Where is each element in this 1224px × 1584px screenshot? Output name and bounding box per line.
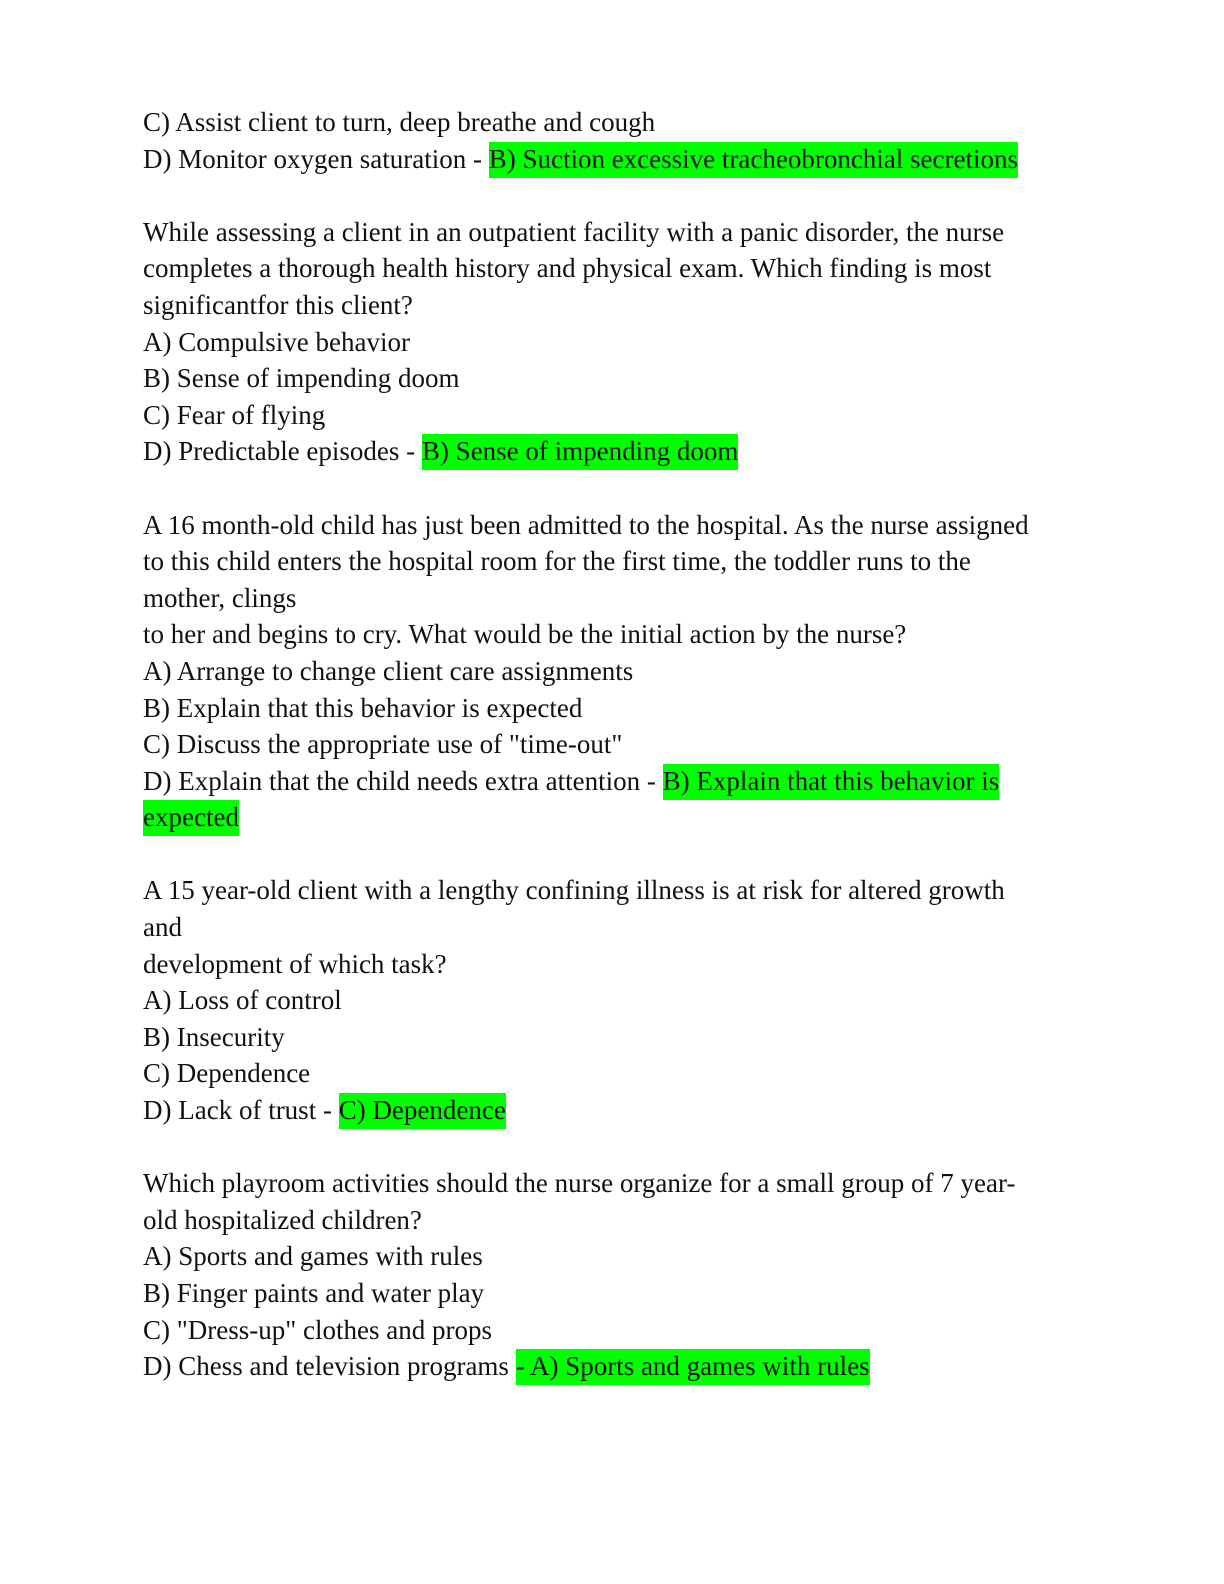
question-line: completes a thorough health history and physical exam. Which finding is most: [143, 253, 992, 284]
option-d-with-answer: [143, 141, 1073, 178]
question-line: Which playroom activities should the nurse organize for a small group of 7 year-: [143, 1168, 1016, 1199]
option-b: B) Explain that this behavior is expected: [143, 692, 583, 723]
highlighted-answer: - A) Sports and games with rules: [516, 1349, 870, 1385]
option-b: B) Sense of impending doom: [143, 363, 460, 394]
spacer: [143, 1129, 1073, 1166]
option-a: A) Loss of control: [143, 985, 342, 1016]
question-block-toddler: [143, 507, 1073, 836]
option-c: C) Dependence: [143, 1058, 311, 1089]
question-block-playroom: [143, 1165, 1073, 1385]
option-d-with-answer: [143, 1092, 1073, 1129]
highlighted-answer: B) Sense of impending doom: [422, 434, 738, 470]
question-line: A 16 month-old child has just been admitted to the hospital. As the nurse assigned: [143, 509, 1029, 540]
question-line: mother, clings: [143, 582, 297, 613]
option-d-with-answer: [143, 763, 1073, 800]
question-block-panic-disorder: [143, 214, 1073, 470]
option-c: C) Discuss the appropriate use of "time-out": [143, 729, 623, 760]
option-b: B) Finger paints and water play: [143, 1278, 485, 1308]
option-a: A) Arrange to change client care assignments: [143, 655, 634, 686]
option-d-text: D) Chess and television programs: [143, 1351, 516, 1382]
option-d-text: D) Predictable episodes -: [143, 436, 422, 467]
highlighted-answer: B) Suction excessive tracheobronchial secretions: [489, 142, 1018, 178]
question-line: to her and begins to cry. What would be the initial action by the nurse?: [143, 619, 907, 650]
highlighted-answer-continued: expected: [143, 800, 239, 836]
highlighted-answer: B) Explain that this behavior is: [663, 764, 1000, 800]
spacer: [143, 470, 1073, 507]
option-d-with-answer: [143, 433, 1073, 470]
question-block-adolescent: [143, 872, 1073, 1128]
option-a: A) Compulsive behavior: [143, 326, 410, 357]
answer-continuation: [143, 799, 1073, 836]
spacer: [143, 177, 1073, 214]
document-page: [143, 104, 1073, 1385]
option-a: A) Sports and games with rules: [143, 1241, 483, 1272]
question-line: to this child enters the hospital room for the first time, the toddler runs to the: [143, 546, 971, 577]
question-block-oxygenation: [143, 104, 1073, 177]
option-c: C) "Dress-up" clothes and props: [143, 1314, 492, 1345]
option-d-text: D) Lack of trust -: [143, 1095, 339, 1126]
question-line: old hospitalized children?: [143, 1204, 422, 1235]
question-line: While assessing a client in an outpatient facility with a panic disorder, the nurse: [143, 216, 1005, 247]
question-line: and: [143, 912, 182, 943]
question-line: A 15 year-old client with a lengthy confining illness is at risk for altered growth: [143, 875, 1005, 906]
highlighted-answer: C) Dependence: [339, 1093, 506, 1129]
option-d-with-answer: [143, 1348, 1073, 1385]
option-d-text: D) Monitor oxygen saturation -: [143, 143, 489, 174]
option-d-text: D) Explain that the child needs extra attention -: [143, 765, 663, 796]
question-line: significantfor this client?: [143, 289, 413, 320]
question-line: development of which task?: [143, 948, 447, 979]
option-c: C) Assist client to turn, deep breathe and cough: [143, 107, 656, 137]
option-b: B) Insecurity: [143, 1021, 285, 1052]
option-c: C) Fear of flying: [143, 399, 326, 430]
spacer: [143, 836, 1073, 873]
